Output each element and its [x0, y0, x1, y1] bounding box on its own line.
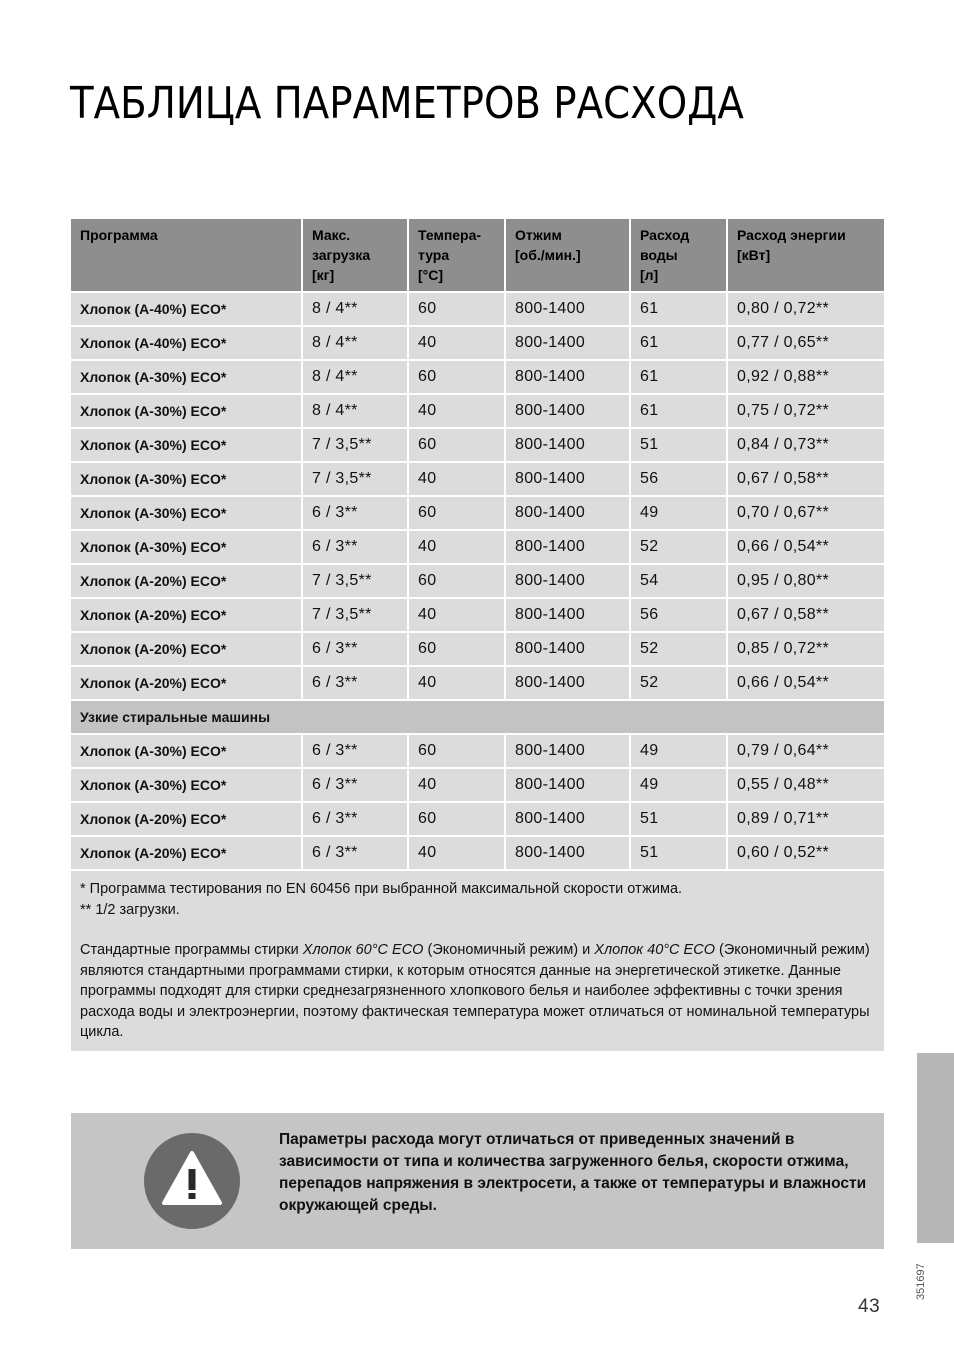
header-line: Расход	[640, 227, 690, 243]
cell-temperature: 60	[408, 496, 505, 530]
cell-energy: 0,55 / 0,48**	[727, 768, 884, 802]
cell-temperature: 40	[408, 326, 505, 360]
table-row	[71, 496, 884, 530]
cell-energy: 0,67 / 0,58**	[727, 462, 884, 496]
cell-spin: 800-1400	[505, 462, 630, 496]
cell-water: 49	[630, 734, 727, 768]
cell-program: Хлопок (A-20%) ECO*	[71, 598, 302, 632]
cell-program: Хлопок (A-20%) ECO*	[71, 666, 302, 700]
table-row	[71, 734, 884, 768]
footnote-half-load: ** 1/2 загрузки.	[80, 901, 180, 918]
cell-water: 61	[630, 360, 727, 394]
cell-water: 54	[630, 564, 727, 598]
cell-max-load: 8 / 4**	[302, 360, 408, 394]
cell-max-load: 6 / 3**	[302, 768, 408, 802]
table-row	[71, 292, 884, 326]
cell-max-load: 6 / 3**	[302, 632, 408, 666]
cell-temperature: 60	[408, 734, 505, 768]
cell-energy: 0,79 / 0,64**	[727, 734, 884, 768]
cell-spin: 800-1400	[505, 496, 630, 530]
cell-program: Хлопок (A-20%) ECO*	[71, 802, 302, 836]
header-line: Макс.	[312, 227, 351, 243]
cell-spin: 800-1400	[505, 326, 630, 360]
document-code: 351697	[915, 1263, 927, 1300]
cell-water: 56	[630, 462, 727, 496]
cell-max-load: 7 / 3,5**	[302, 564, 408, 598]
table-notes	[71, 871, 884, 1051]
cell-temperature: 60	[408, 564, 505, 598]
footnote-test-program: * Программа тестирования по EN 60456 при выбранной максимальной скорости отжима.	[80, 881, 683, 897]
cell-spin: 800-1400	[505, 292, 630, 326]
cell-energy: 0,70 / 0,67**	[727, 496, 884, 530]
cell-program: Хлопок (A-40%) ECO*	[71, 326, 302, 360]
cell-water: 52	[630, 632, 727, 666]
table-row	[71, 666, 884, 700]
cell-energy: 0,92 / 0,88**	[727, 360, 884, 394]
cell-temperature: 60	[408, 292, 505, 326]
cell-program: Хлопок (A-20%) ECO*	[71, 836, 302, 870]
header-line: [кг]	[312, 267, 335, 283]
cell-temperature: 40	[408, 836, 505, 870]
cell-program: Хлопок (A-20%) ECO*	[71, 564, 302, 598]
cell-energy: 0,89 / 0,71**	[727, 802, 884, 836]
cell-water: 51	[630, 428, 727, 462]
header-line: [кВт]	[737, 247, 771, 263]
cell-program: Хлопок (A-30%) ECO*	[71, 394, 302, 428]
cell-max-load: 8 / 4**	[302, 292, 408, 326]
header-line: Программа	[80, 227, 158, 243]
cell-spin: 800-1400	[505, 360, 630, 394]
header-line: [об./мин.]	[515, 247, 581, 263]
cell-water: 51	[630, 802, 727, 836]
program-name-40: Хлопок 40°C ECO	[594, 942, 715, 958]
table-row	[71, 632, 884, 666]
cell-temperature: 40	[408, 598, 505, 632]
cell-spin: 800-1400	[505, 564, 630, 598]
cell-spin: 800-1400	[505, 802, 630, 836]
table-row	[71, 802, 884, 836]
consumption-table	[71, 219, 884, 871]
cell-energy: 0,80 / 0,72**	[727, 292, 884, 326]
cell-spin: 800-1400	[505, 768, 630, 802]
cell-max-load: 6 / 3**	[302, 530, 408, 564]
cell-water: 49	[630, 768, 727, 802]
cell-temperature: 40	[408, 394, 505, 428]
cell-spin: 800-1400	[505, 530, 630, 564]
header-energy	[727, 219, 884, 292]
cell-temperature: 40	[408, 666, 505, 700]
cell-program: Хлопок (A-30%) ECO*	[71, 496, 302, 530]
cell-max-load: 6 / 3**	[302, 802, 408, 836]
table-row	[71, 462, 884, 496]
table-row	[71, 836, 884, 870]
cell-spin: 800-1400	[505, 836, 630, 870]
cell-water: 61	[630, 292, 727, 326]
table-row	[71, 530, 884, 564]
cell-program: Хлопок (A-30%) ECO*	[71, 768, 302, 802]
cell-program: Хлопок (A-30%) ECO*	[71, 462, 302, 496]
header-line: [л]	[640, 267, 659, 283]
header-max-load	[302, 219, 408, 292]
header-temperature	[408, 219, 505, 292]
cell-program: Хлопок (A-40%) ECO*	[71, 292, 302, 326]
cell-energy: 0,84 / 0,73**	[727, 428, 884, 462]
header-line: загрузка	[312, 247, 371, 263]
cell-max-load: 6 / 3**	[302, 734, 408, 768]
header-water	[630, 219, 727, 292]
program-name-60: Хлопок 60°C ECO	[302, 942, 424, 958]
cell-temperature: 60	[408, 802, 505, 836]
cell-program: Хлопок (A-20%) ECO*	[71, 632, 302, 666]
table-row	[71, 768, 884, 802]
cell-max-load: 6 / 3**	[302, 496, 408, 530]
header-line: тура	[418, 247, 450, 263]
cell-program: Хлопок (A-30%) ECO*	[71, 530, 302, 564]
cell-energy: 0,77 / 0,65**	[727, 326, 884, 360]
cell-spin: 800-1400	[505, 428, 630, 462]
cell-water: 51	[630, 836, 727, 870]
paragraph-text: (Экономичный режим) и	[423, 942, 595, 958]
cell-temperature: 40	[408, 462, 505, 496]
warning-triangle-icon	[160, 1147, 224, 1211]
cell-max-load: 7 / 3,5**	[302, 462, 408, 496]
table-row	[71, 428, 884, 462]
cell-temperature: 60	[408, 632, 505, 666]
header-spin	[505, 219, 630, 292]
paragraph-text: Стандартные программы стирки	[80, 942, 303, 958]
cell-water: 61	[630, 326, 727, 360]
cell-spin: 800-1400	[505, 632, 630, 666]
cell-water: 49	[630, 496, 727, 530]
cell-temperature: 40	[408, 530, 505, 564]
cell-temperature: 60	[408, 360, 505, 394]
cell-energy: 0,60 / 0,52**	[727, 836, 884, 870]
cell-temperature: 40	[408, 768, 505, 802]
table-row	[71, 360, 884, 394]
warning-icon-circle	[144, 1133, 240, 1229]
table-header	[71, 219, 884, 292]
warning-box	[71, 1113, 884, 1249]
cell-spin: 800-1400	[505, 734, 630, 768]
cell-spin: 800-1400	[505, 394, 630, 428]
cell-energy: 0,66 / 0,54**	[727, 530, 884, 564]
cell-water: 52	[630, 530, 727, 564]
cell-program: Хлопок (A-30%) ECO*	[71, 734, 302, 768]
cell-energy: 0,95 / 0,80**	[727, 564, 884, 598]
cell-max-load: 8 / 4**	[302, 326, 408, 360]
cell-max-load: 6 / 3**	[302, 666, 408, 700]
header-line: воды	[640, 247, 678, 263]
header-line: Темпера-	[418, 227, 482, 243]
warning-text: Параметры расхода могут отличаться от приведенных значений в зависимости от типа и количества загруженного белья, скорости отжима, перепадов напряжения в электросети, а также от температуры и влажности окружающей среды.	[279, 1131, 867, 1214]
table-body	[71, 292, 884, 870]
cell-energy: 0,66 / 0,54**	[727, 666, 884, 700]
cell-spin: 800-1400	[505, 598, 630, 632]
cell-energy: 0,85 / 0,72**	[727, 632, 884, 666]
table-row	[71, 394, 884, 428]
side-tab-marker	[917, 1053, 954, 1243]
standard-programs-paragraph	[80, 940, 875, 1043]
consumption-table-block	[71, 219, 884, 1051]
cell-program: Хлопок (A-30%) ECO*	[71, 360, 302, 394]
cell-max-load: 8 / 4**	[302, 394, 408, 428]
page-number: 43	[858, 1296, 881, 1317]
paragraph-text: (Экономичный режим) являются стандартными программами стирки, к которым относятся данные на энергетической этикетке. Данные программы подходят для стирки среднезагрязненного хлопкового белья и наиболее эффективны с точки зрения расхода воды и электроэнергии, поэтому фактическая температура может отличаться от номинальной температуры цикла.	[80, 942, 870, 1040]
cell-energy: 0,67 / 0,58**	[727, 598, 884, 632]
table-row	[71, 598, 884, 632]
cell-spin: 800-1400	[505, 666, 630, 700]
cell-max-load: 7 / 3,5**	[302, 598, 408, 632]
cell-water: 52	[630, 666, 727, 700]
cell-temperature: 60	[408, 428, 505, 462]
cell-max-load: 6 / 3**	[302, 836, 408, 870]
cell-energy: 0,75 / 0,72**	[727, 394, 884, 428]
page-title: ТАБЛИЦА ПАРАМЕТРОВ РАСХОДА	[70, 78, 744, 129]
header-program	[71, 219, 302, 292]
cell-water: 56	[630, 598, 727, 632]
section-label-narrow-machines: Узкие стиральные машины	[71, 700, 884, 734]
cell-program: Хлопок (A-30%) ECO*	[71, 428, 302, 462]
table-row	[71, 326, 884, 360]
cell-max-load: 7 / 3,5**	[302, 428, 408, 462]
cell-water: 61	[630, 394, 727, 428]
section-row	[71, 700, 884, 734]
header-line: Расход энергии	[737, 227, 846, 243]
header-line: [°C]	[418, 267, 444, 283]
header-line: Отжим	[515, 227, 562, 243]
table-row	[71, 564, 884, 598]
